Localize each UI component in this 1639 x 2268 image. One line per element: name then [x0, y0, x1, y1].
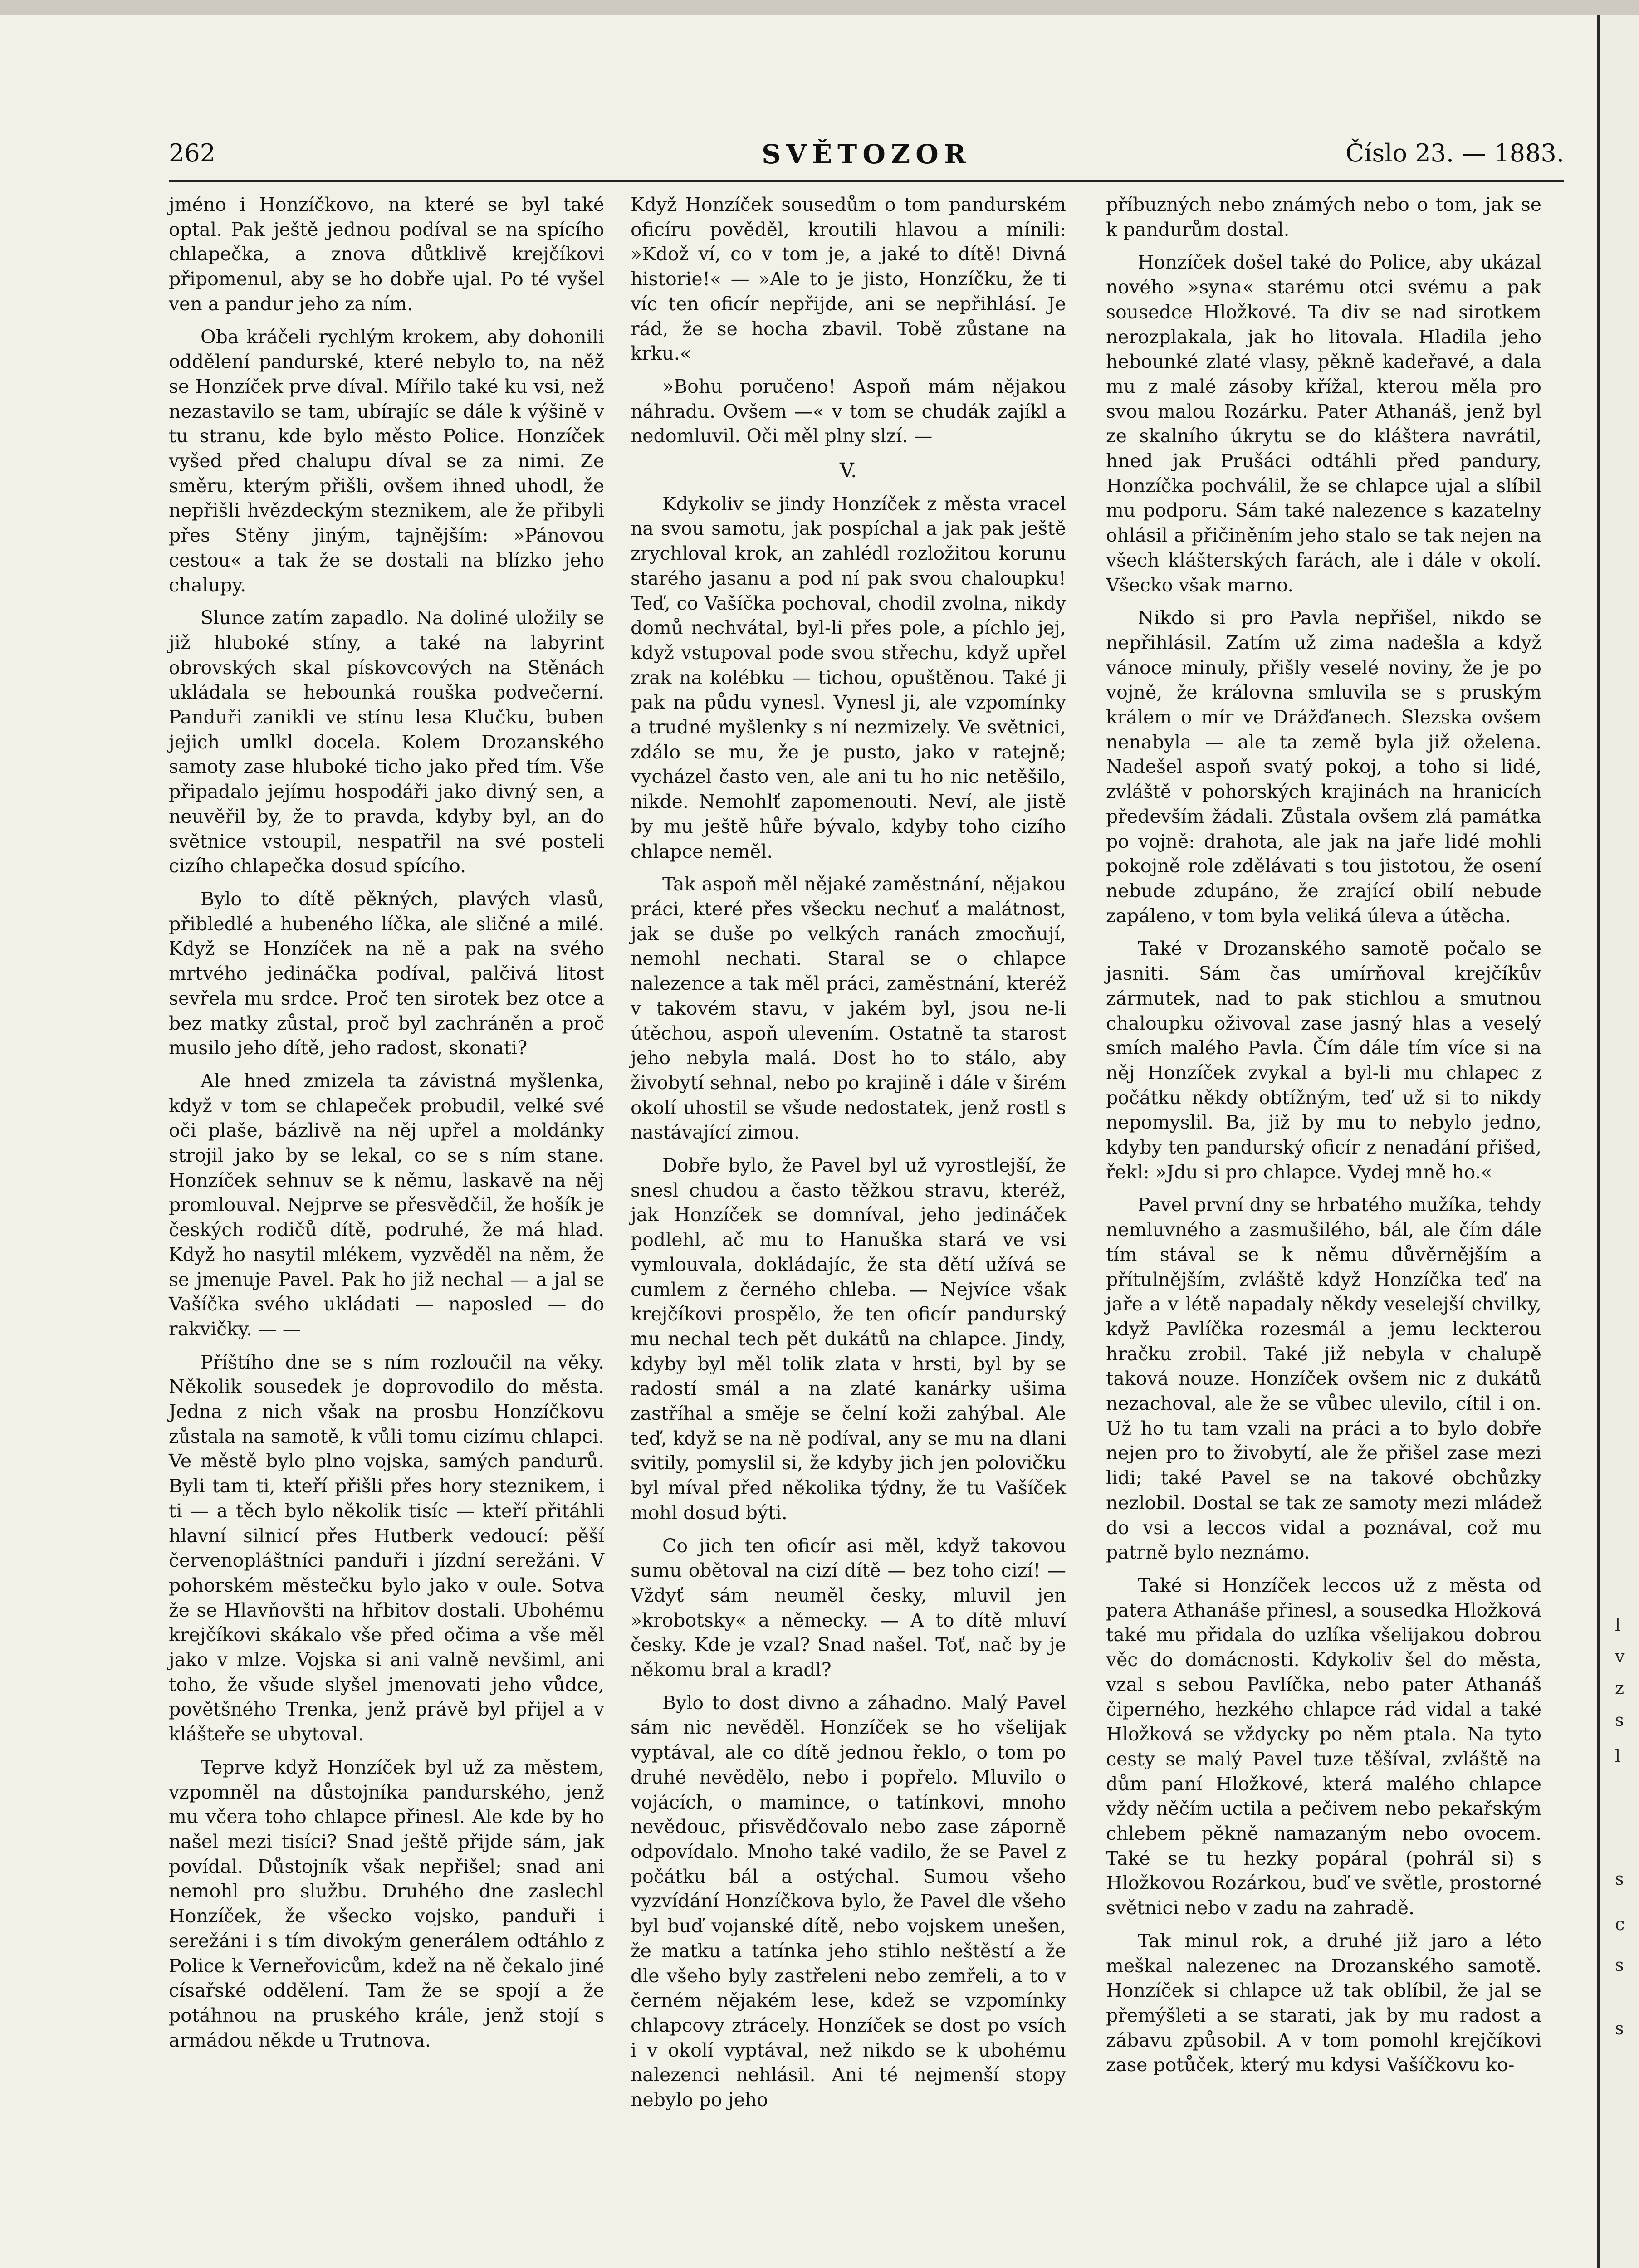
edge-letter: l [1615, 1746, 1621, 1766]
edge-letter: s [1615, 2019, 1624, 2038]
text-column-2 [631, 192, 1066, 2112]
page-number: 262 [169, 139, 216, 167]
text-column-1 [169, 192, 604, 2053]
paragraph: Pavel první dny se hrbatého mužíka, tehdy nemluvného a zasmušilého, bál, ale čím dále tím stával se k němu důvěrnějším a přítulnějším, zvláště když Honzíčka teď na jaře a v létě napadaly někdy veselejší chvilky, když Pavlíčka rozesmál a jemu leckterou hračku zrobil. Také již nebyla v chalupě taková nouze. Honzíček ovšem nic z dukátů nezachoval, ale že se vůbec ulevilo, cítil i on. Už ho tu tam vzali na práci a to bylo dobře nejen pro to živobytí, ale že přišel zase mezi lidi; také Pavel se na takové obchůzky nezlobil. Dostal se tak ze samoty mezi mládež do vsi a leccos vidal a poznával, což mu patrně bylo neznámo. [1106, 1194, 1541, 1564]
edge-letter: l [1615, 1615, 1621, 1635]
paragraph: Tak aspoň měl nějaké zaměstnání, nějakou práci, které přes všecku nechuť a malátnost, jak se duše po velkých ranách zmocňují, nemohl nechati. Staral se o chlapce nalezence a tak měl práci, zaměstnání, kteréž v takovém stavu, v jakém byl, jsou ne-li útěchou, aspoň ulevením. Ostatně ta starost jeho nebyla malá. Dost ho to stálo, aby živobytí sehnal, nebo po krajině i dále v širém okolí uhostil se všude nedostatek, jenž rostl s nastávající zimou. [631, 873, 1066, 1144]
paragraph: Kdykoliv se jindy Honzíček z města vracel na svou samotu, jak pospíchal a jak pak ještě zrychloval krok, an zahlédl rozložitou korunu starého jasanu a pod ní pak svou chaloupku! Teď, co Vašíčka pochoval, chodil zvolna, nikdy domů nechvátal, byl-li přes pole, a píchlo jej, když vstupoval pode svou střechu, když upřel zrak na kolébku — tichou, opuštěnou. Také ji pak na půdu vynesl. Vynesl ji, ale vzpomínky a trudné myšlenky s ní nezmizely. Ve světnici, zdálo se mu, že je pusto, jako v ratejně; vycházel často ven, ale ani tu ho nic netěšilo, nikde. Nemohlť zapomenouti. Neví, ale jistě by mu ještě hůře bývalo, kdyby toho cizího chlapce neměl. [631, 493, 1066, 862]
paragraph: Bylo to dost divno a záhadno. Malý Pavel sám nic nevěděl. Honzíček se ho všelijak vyptával, ale co dítě jednou řeklo, o tom po druhé nevědělo, nebo i popřelo. Mluvilo o vojácích, o mamince, o tatínkovi, mnoho nevědouc, přisvědčovalo nebo zase záporně odpovídalo. Mnoho také vadilo, že se Pavel z počátku bál a ostýchal. Sumou všeho vyzvídání Honzíčkova bylo, že Pavel dle všeho byl buď vojanské dítě, nebo vojskem unešen, že matku a tatínka jeho stihlo neštěstí a že dle všeho byly zastřeleni nebo zemřeli, a to v černém nějakém lese, kdež se vzpomínky chlapcovy ztrácely. Honzíček se dost po vsích i v okolí vyptával, než nikdo se k ubohému nalezenci nehlásil. Ani té nejmenší stopy nebylo po jeho [631, 1691, 1066, 2111]
journal-title: SVĚTOZOR [762, 139, 971, 170]
issue-label: Číslo 23. — 1883. [1345, 139, 1564, 167]
edge-letter: s [1615, 1869, 1624, 1889]
paragraph: Tak minul rok, a druhé již jaro a léto meškal nalezenec na Drozanského samotě. Honzíček si chlapce už tak oblíbil, že jal se přemýšleti a se starati, jak by mu radost a zábavu způsobil. A v tom pomohl krejčíkovi zase potůček, který mu kdysi Vašíčkovu ko- [1106, 1930, 1541, 2076]
paragraph: Co jich ten oficír asi měl, když takovou sumu obětoval na cizí dítě — bez toho cizí! — Vždyť sám neuměl česky, mluvil jen »krobotsky« a německy. — A to dítě mluví česky. Kde je vzal? Snad našel. Toť, nač by je někomu bral a kradl? [631, 1535, 1066, 1681]
page-header [169, 139, 1564, 182]
edge-letter: v [1615, 1647, 1625, 1667]
paragraph: Dobře bylo, že Pavel byl už vyrostlejší, že snesl chudou a často těžkou stravu, kteréž, jak Honzíček se domníval, jeho jedináček podlehl, ač mu to Hanuška stará ve vsi vymlouvala, dokládajíc, že sta dětí užívá se cumlem z černého chleba. — Nejvíce však krejčíkovi prospělo, že ten oficír pandurský mu nechal tech pět dukátů na chlapce. Jindy, kdyby byl měl tolik zlata v hrsti, byl by se radostí smál a na zlaté kanárky ušima zastříhal a směje se čelní koži zahýbal. Ale teď, když se na ně podíval, any se mu na dlani svitily, pomyslil si, že kdyby jich jen polovičku byl míval před několika týdny, že tu Vašíček mohl dosud býti. [631, 1154, 1066, 1524]
edge-letter: s [1615, 1710, 1624, 1730]
paragraph: Teprve když Honzíček byl už za městem, vzpomněl na důstojníka pandurského, jenž mu včera toho chlapce přinesl. Ale kde by ho našel mezi tisíci? Snad ještě přijde sám, jak povídal. Důstojník však nepřišel; snad ani nemohl pro službu. Druhého dne zaslechl Honzíček, že všecko vojsko, panduři i serežáni i s tím divokým generálem odtáhlo z Police k Verneřovicům, kdež na ně čekalo jiné císařské oddělení. Tam že se spojí a že potáhnou na pruského krále, jenž stojí s armádou někde u Trutnova. [169, 1756, 604, 2051]
paragraph: Oba kráčeli rychlým krokem, aby dohonili oddělení pandurské, které nebylo to, na něž se Honzíček prve díval. Mířilo také ku vsi, než nezastavilo se tam, ubírajíc se dále k výšině v tu stranu, kde bylo město Police. Honzíček vyšed před chalupu díval se za nimi. Ze směru, kterým přišli, ovšem ihned uhodl, že nepřišli hvězdeckým steznikem, ale že přibyli přes Stěny jiným, tajnějším: »Pánovou cestou« a tak že se dostali na blízko jeho chalupy. [169, 326, 604, 596]
magazine-page [0, 15, 1597, 2268]
paragraph: Nikdo si pro Pavla nepřišel, nikdo se nepřihlásil. Zatím už zima nadešla a když vánoce minuly, přišly veselé noviny, že je po vojně, že královna smluvila se s pruským králem o mír ve Drážďanech. Slezska ovšem nenabyla — ale ta země byla již oželena. Nadešel aspoň svatý pokoj, a toho si lidé, zvláště v pohorských krajinách na hranicích především žádali. Zůstala ovšem zlá památka po vojně: drahota, ale jak na jaře lidé mohli pokojně role zdělávati s tou jistotou, že osení nebude zdupáno, že zrající obilí nebude zapáleno, v tom byla veliká úleva a útěcha. [1106, 607, 1541, 927]
paragraph: Příštího dne se s ním rozloučil na věky. Několik sousedek je doprovodilo do města. Jedna z nich však na prosbu Honzíčkovu zůstala na samotě, k vůli tomu cizímu chlapci. Ve městě bylo plno vojska, samých pandurů. Byli tam ti, kteří přišli přes hory steznikem, i ti — a těch bylo několik tisíc — kteří přitáhli hlavní silnicí přes Hutberk vedoucí: pěší červenopláštníci panduři i jízdní serežáni. V pohorském městečku bylo jako v oule. Sotva že se Hlavňovšti na hřbitov dostali. Ubohému krejčíkovi skákalo vše před očima a vše měl jako v mlze. Vojska si ani valně nevšiml, ani toho, že všude slyšel jmenovati jeho vůdce, povětšného Trenka, jenž právě byl přijel a v klášteře se ubytoval. [169, 1351, 604, 1745]
paragraph: příbuzných nebo známých nebo o tom, jak se k pandurům dostal. [1106, 194, 1541, 240]
paragraph: Slunce zatím zapadlo. Na doliné uložily se již hluboké stíny, a také na labyrint obrovských skal pískovcových na Stěnách ukládala se hebounká rouška podvečerní. Panduři zanikli ve stínu lesa Klučku, buben jejich umlkl docela. Kolem Drozanského samoty zase hluboké ticho jako před tím. Vše připadalo jejímu hospodáři jako divný sen, a neuvěřil by, že to pravda, kdyby byl, an do světnice vstoupil, nespatřil na své posteli cizího chlapečka dosud spícího. [169, 607, 604, 877]
paragraph: jméno i Honzíčkovo, na které se byl také optal. Pak ještě jednou podíval se na spícího chlapečka, a znova důtklivě krejčíkovi připomenul, aby se ho dobře ujal. Po té vyšel ven a pandur jeho za ním. [169, 194, 604, 315]
edge-letter: z [1615, 1678, 1624, 1698]
paragraph: Když Honzíček sousedům o tom pandurském oficíru pověděl, kroutili hlavou a mínili: »Kdož ví, co v tom je, a jaké to dítě! Divná historie!« — »Ale to je jisto, Honzíčku, že ti víc ten oficír nepřijde, ani se nepřihlásí. Je rád, že se hocha zbavil. Tobě zůstane na krku.« [631, 194, 1066, 365]
edge-letter: c [1615, 1914, 1625, 1934]
text-column-3 [1106, 192, 1541, 2077]
paragraph: Také v Drozanského samotě počalo se jasniti. Sám čas umírňoval krejčíkův zármutek, nad to pak stichlou a smutnou chaloupku oživoval zase jasný hlas a veselý smích malého Pavla. Čím dále tím více si na něj Honzíček zvykal a byl-li mu chlapec z počátku někdy obtížným, teď už si to nikdy nepomyslil. Ba, již by mu to nebylo jedno, kdyby ten pandurský oficír z nenadání přišed, řekl: »Jdu si pro chlapce. Vydej mně ho.« [1106, 938, 1541, 1183]
chapter-heading: V. [839, 459, 857, 483]
paragraph: »Bohu poručeno! Aspoň mám nějakou náhradu. Ovšem —« v tom se chudák zajíkl a nedomluvil. Oči měl plny slzí. — [631, 375, 1066, 447]
scan-border-top [0, 0, 1639, 15]
paragraph: Také si Honzíček leccos už z města od patera Athanáše přinesl, a sousedka Hložková také mu přidala do uzlíka všelijakou dobrou věc do domácnosti. Kdykoliv šel do města, vzal s sebou Pavlíčka, nebo pater Athanáš čiperného, hezkého chlapce rád vidal a také Hložková se vždycky po něm ptala. Na tyto cesty se malý Pavel tuze těšíval, zvláště na dům paní Hložkové, která malého chlapce vždy něčím uctila a pečivem nebo pekařským chlebem pěkně namazaným nebo ovocem. Také se tu hezky popáral (pohrál si) s Hložkovou Rozárkou, buď ve světle, prostorné světnici nebo v zadu na zahradě. [1106, 1574, 1541, 1919]
edge-letter: s [1615, 1955, 1624, 1975]
paragraph: Bylo to dítě pěkných, plavých vlasů, přibledlé a hubeného líčka, ale sličné a milé. Když se Honzíček na ně a pak na svého mrtvého jedináčka podíval, palčivá litost sevřela mu srdce. Proč ten sirotek bez otce a bez matky zůstal, proč byl zachráněn a proč musilo jeho dítě, jeho radost, skonati? [169, 888, 604, 1059]
paragraph: Honzíček došel také do Police, aby ukázal nového »syna« starému otci svému a pak sousedce Hložkové. Ta div se nad sirotkem nerozplakala, jak ho litovala. Hladila jeho hebounké zlaté vlasy, pěkně kadeřavé, a dala mu z malé zásoby křížal, kterou měla pro svou malou Rozárku. Pater Athanáš, jenž byl ze skalního úkrytu se do kláštera navrátil, hned jak Prušáci odtáhli před pandury, Honzíčka pochválil, že se chlapce ujal a slíbil mu podporu. Sám také nalezence s kazatelny ohlásil a přičiněním jeho stalo se tak nejen na všech klášterských farách, ale i dále v okolí. Všecko však marno. [1106, 251, 1541, 596]
paragraph: Ale hned zmizela ta závistná myšlenka, když v tom se chlapeček probudil, velké své oči plaše, bázlivě na něj upřel a moldánky strojil jako by se lekal, co se s ním stane. Honzíček sehnuv se k němu, laskavě na něj promlouval. Nejprve se přesvědčil, že hošík je českých rodičů dítě, podruhé, že má hlad. Když ho nasytil mlékem, vyzvěděl na něm, že se jmenuje Pavel. Pak ho již nechal — a jal se Vašíčka svého ukládati — naposled — do rakvičky. — — [169, 1070, 604, 1340]
